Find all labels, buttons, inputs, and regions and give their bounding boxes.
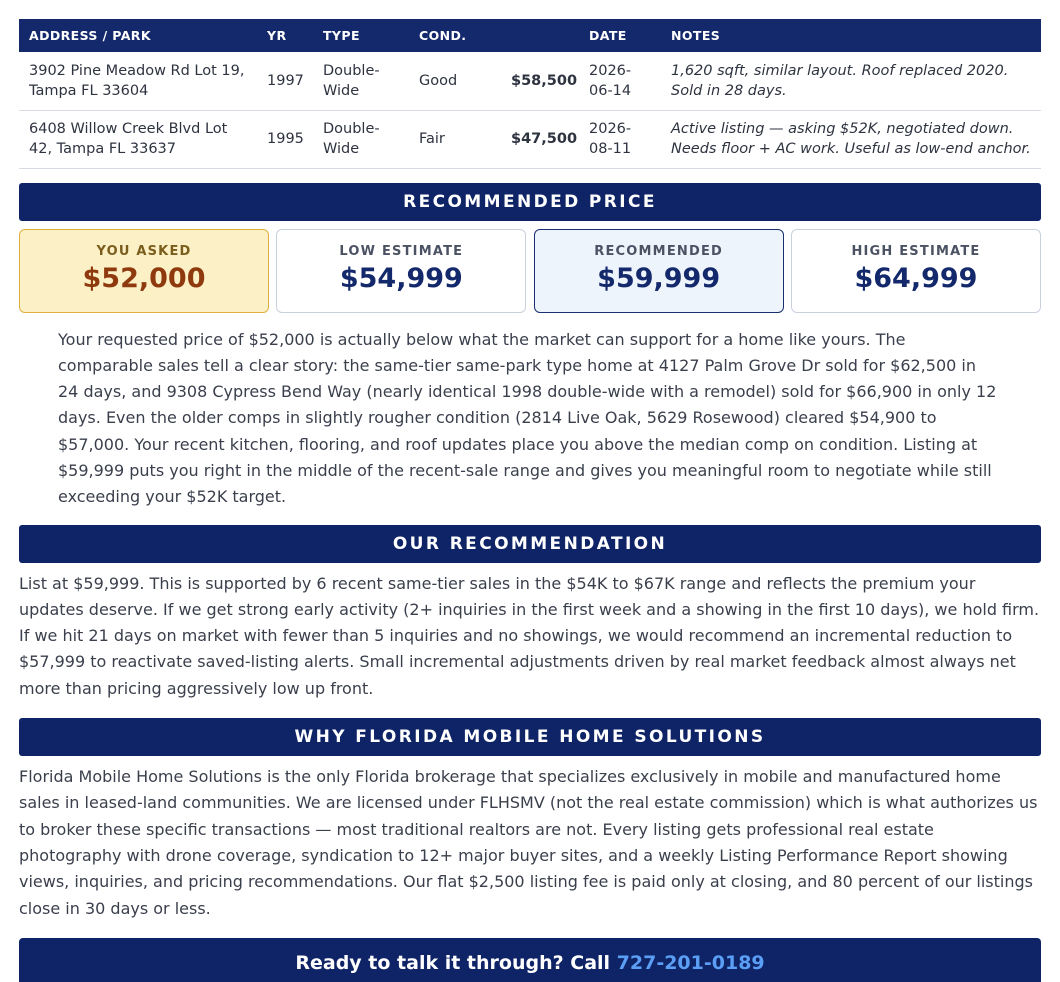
col-header-cond: COND. bbox=[409, 19, 501, 52]
card-value: $52,000 bbox=[82, 262, 206, 294]
cell-yr: 1997 bbox=[257, 52, 313, 110]
low-estimate-card bbox=[276, 229, 526, 313]
col-header-date: DATE bbox=[579, 19, 661, 52]
card-value: $54,999 bbox=[339, 262, 463, 294]
col-header-address: ADDRESS / PARK bbox=[19, 19, 257, 52]
card-value: $59,999 bbox=[597, 262, 721, 294]
cta-text: Ready to talk it through? Call bbox=[295, 951, 617, 974]
cta-banner bbox=[19, 938, 1041, 982]
card-label: LOW ESTIMATE bbox=[339, 243, 464, 259]
col-header-yr: YR bbox=[257, 19, 313, 52]
table-row bbox=[19, 52, 1041, 110]
our-recommendation-heading: OUR RECOMMENDATION bbox=[19, 525, 1041, 563]
why-us-heading: WHY FLORIDA MOBILE HOME SOLUTIONS bbox=[19, 718, 1041, 756]
cell-type: Double-Wide bbox=[313, 110, 409, 168]
table-row bbox=[19, 110, 1041, 168]
comps-table bbox=[19, 19, 1041, 169]
cell-notes: 1,620 sqft, similar layout. Roof replaced 2020. Sold in 28 days. bbox=[661, 52, 1041, 110]
cell-yr: 1995 bbox=[257, 110, 313, 168]
you-asked-card bbox=[19, 229, 269, 313]
card-value: $64,999 bbox=[854, 262, 978, 294]
cell-price: $58,500 bbox=[501, 52, 579, 110]
recommended-price-paragraph: Your requested price of $52,000 is actually below what the market can support for a home like yours. The comparable sales tell a clear story: the same-tier same-park type home at 4127 Palm Grove Dr sold for $62,500 in 24 days, and 9308 Cypress Bend Way (nearly identical 1998 double-wide with a remodel) sold for $66,900 in only 12 days. Even the older comps in slightly rougher condition (2814 Live Oak, 5629 Rosewood) cleared $54,900 to $57,000. Your recent kitchen, flooring, and roof updates place you above the median comp on condition. Listing at $59,999 puts you right in the middle of the recent-sale range and gives you meaningful room to negotiate while still exceeding your $52K target. bbox=[58, 329, 997, 507]
recommended-price-heading: RECOMMENDED PRICE bbox=[19, 183, 1041, 221]
col-header-price bbox=[501, 19, 579, 52]
our-recommendation-paragraph: List at $59,999. This is supported by 6 recent same-tier sales in the $54K to $67K range and reflects the premium your updates deserve. If we get strong early activity (2+ inquiries in the first week and a showing in the first 10 days), we hold firm. If we hit 21 days on market with fewer than 5 inquiries and no showings, we would recommend an incremental reduction to $57,999 to reactivate saved-listing alerts. Small incremental adjustments driven by real market feedback almost always net more than pricing aggressively low up front. bbox=[19, 573, 1040, 698]
card-label: HIGH ESTIMATE bbox=[851, 243, 981, 259]
card-label: RECOMMENDED bbox=[594, 243, 724, 259]
card-label: YOU ASKED bbox=[96, 243, 192, 259]
cell-address: 3902 Pine Meadow Rd Lot 19, Tampa FL 33604 bbox=[19, 52, 257, 110]
cell-notes: Active listing — asking $52K, negotiated down. Needs floor + AC work. Useful as low-end anchor. bbox=[661, 110, 1041, 168]
price-cards bbox=[19, 229, 1041, 313]
cell-date: 2026-08-11 bbox=[579, 110, 661, 168]
cell-cond: Good bbox=[409, 52, 501, 110]
col-header-type: TYPE bbox=[313, 19, 409, 52]
phone-link[interactable]: 727-201-0189 bbox=[616, 951, 765, 974]
why-us-paragraph: Florida Mobile Home Solutions is the only Florida brokerage that specializes exclusively in mobile and manufactured home sales in leased-land communities. We are licensed under FLHSMV (not the real estate commission) which is what authorizes us to broker these specific transactions — most traditional realtors are not. Every listing gets professional real estate photography with drone coverage, syndication to 12+ major buyer sites, and a weekly Listing Performance Report showing views, inquiries, and pricing recommendations. Our flat $2,500 listing fee is paid only at closing, and 80 percent of our listings close in 30 days or less. bbox=[19, 767, 1038, 918]
high-estimate-card bbox=[791, 229, 1041, 313]
comps-header-row bbox=[19, 19, 1041, 52]
cell-type: Double-Wide bbox=[313, 52, 409, 110]
cell-cond: Fair bbox=[409, 110, 501, 168]
col-header-notes: NOTES bbox=[661, 19, 1041, 52]
cell-price: $47,500 bbox=[501, 110, 579, 168]
cell-date: 2026-06-14 bbox=[579, 52, 661, 110]
recommended-card bbox=[534, 229, 784, 313]
cell-address: 6408 Willow Creek Blvd Lot 42, Tampa FL 33637 bbox=[19, 110, 257, 168]
